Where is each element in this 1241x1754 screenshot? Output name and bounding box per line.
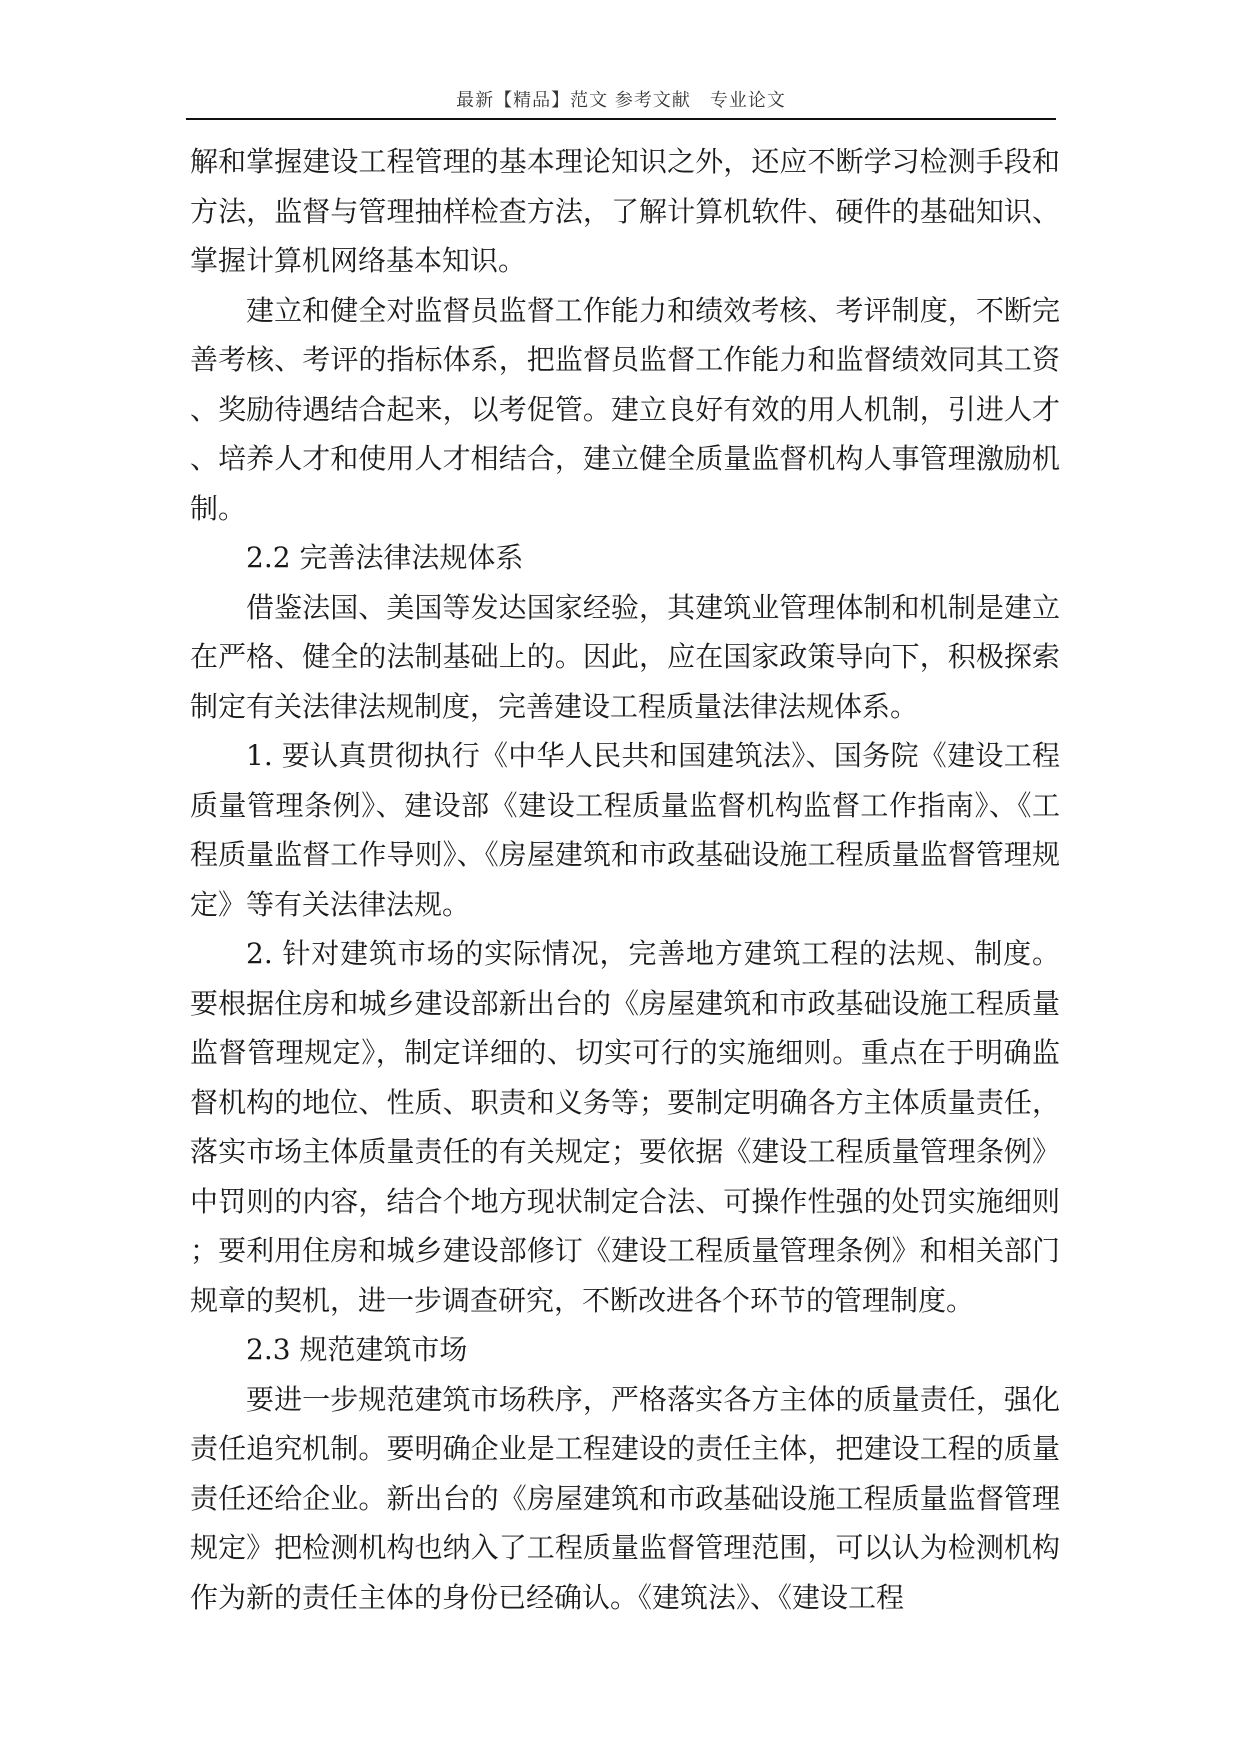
paragraph-evaluation-system: 建立和健全对监督员监督工作能力和绩效考核、考评制度，不断完善考核、考评的指标体系，把监督员监督工作能力和监督绩效同其工资、奖励待遇结合起来，以考促管。建立良好有效的用人机制，引进人才、培养人才和使用人才相结合，建立健全质量监督机构人事管理激励机制。 — [190, 293, 1060, 525]
section-heading-2-2: 2.2 完善法律法规体系 — [246, 541, 524, 574]
paragraph-legal-framework: 借鉴法国、美国等发达国家经验，其建筑业管理体制和机制是建立在严格、健全的法制基础上的。因此，应在国家政策导向下，积极探索制定有关法律法规制度，完善建设工程质量法律法规体系。 — [190, 590, 1060, 723]
header-divider — [186, 118, 1056, 120]
paragraph-continuation: 解和掌握建设工程管理的基本理论知识之外，还应不断学习检测手段和方法，监督与管理抽样检查方法，了解计算机软件、硬件的基础知识、掌握计算机网络基本知识。 — [190, 145, 1060, 277]
section-heading-2-3: 2.3 规范建筑市场 — [246, 1333, 468, 1366]
paragraph-item-2: 2. 针对建筑市场的实际情况，完善地方建筑工程的法规、制度。要根据住房和城乡建设部新出台的《房屋建筑和市政基础设施工程质量监督管理规定》，制定详细的、切实可行的实施细则。重点在于明确监督机构的地位、性质、职责和义务等；要制定明确各方主体质量责任，落实市场主体质量责任的有关规定；要依据《建设工程质量管理条例》中罚则的内容，结合个地方现状制定合法、可操作性强的处罚实施细则；要利用住房和城乡建设部修订《建设工程质量管理条例》和相关部门规章的契机，进一步调查研究，不断改进各个环节的管理制度。 — [190, 937, 1060, 1317]
page-header: 最新【精品】范文 参考文献 专业论文 — [456, 90, 786, 111]
paragraph-item-1: 1. 要认真贯彻执行《中华人民共和国建筑法》、国务院《建设工程质量管理条例》、建设部《建设工程质量监督机构监督工作指南》、《工程质量监督工作导则》、《房屋建筑和市政基础设施工程质量监督管理规定》等有关法律法规。 — [190, 739, 1060, 921]
paragraph-market-regulation: 要进一步规范建筑市场秩序，严格落实各方主体的质量责任，强化责任追究机制。要明确企业是工程建设的责任主体，把建设工程的质量责任还给企业。新出台的《房屋建筑和市政基础设施工程质量监督管理规定》把检测机构也纳入了工程质量监督管理范围，可以认为检测机构作为新的责任主体的身份已经确认。《建筑法》、《建设工程 — [190, 1382, 1060, 1614]
document-body — [190, 137, 1060, 1622]
